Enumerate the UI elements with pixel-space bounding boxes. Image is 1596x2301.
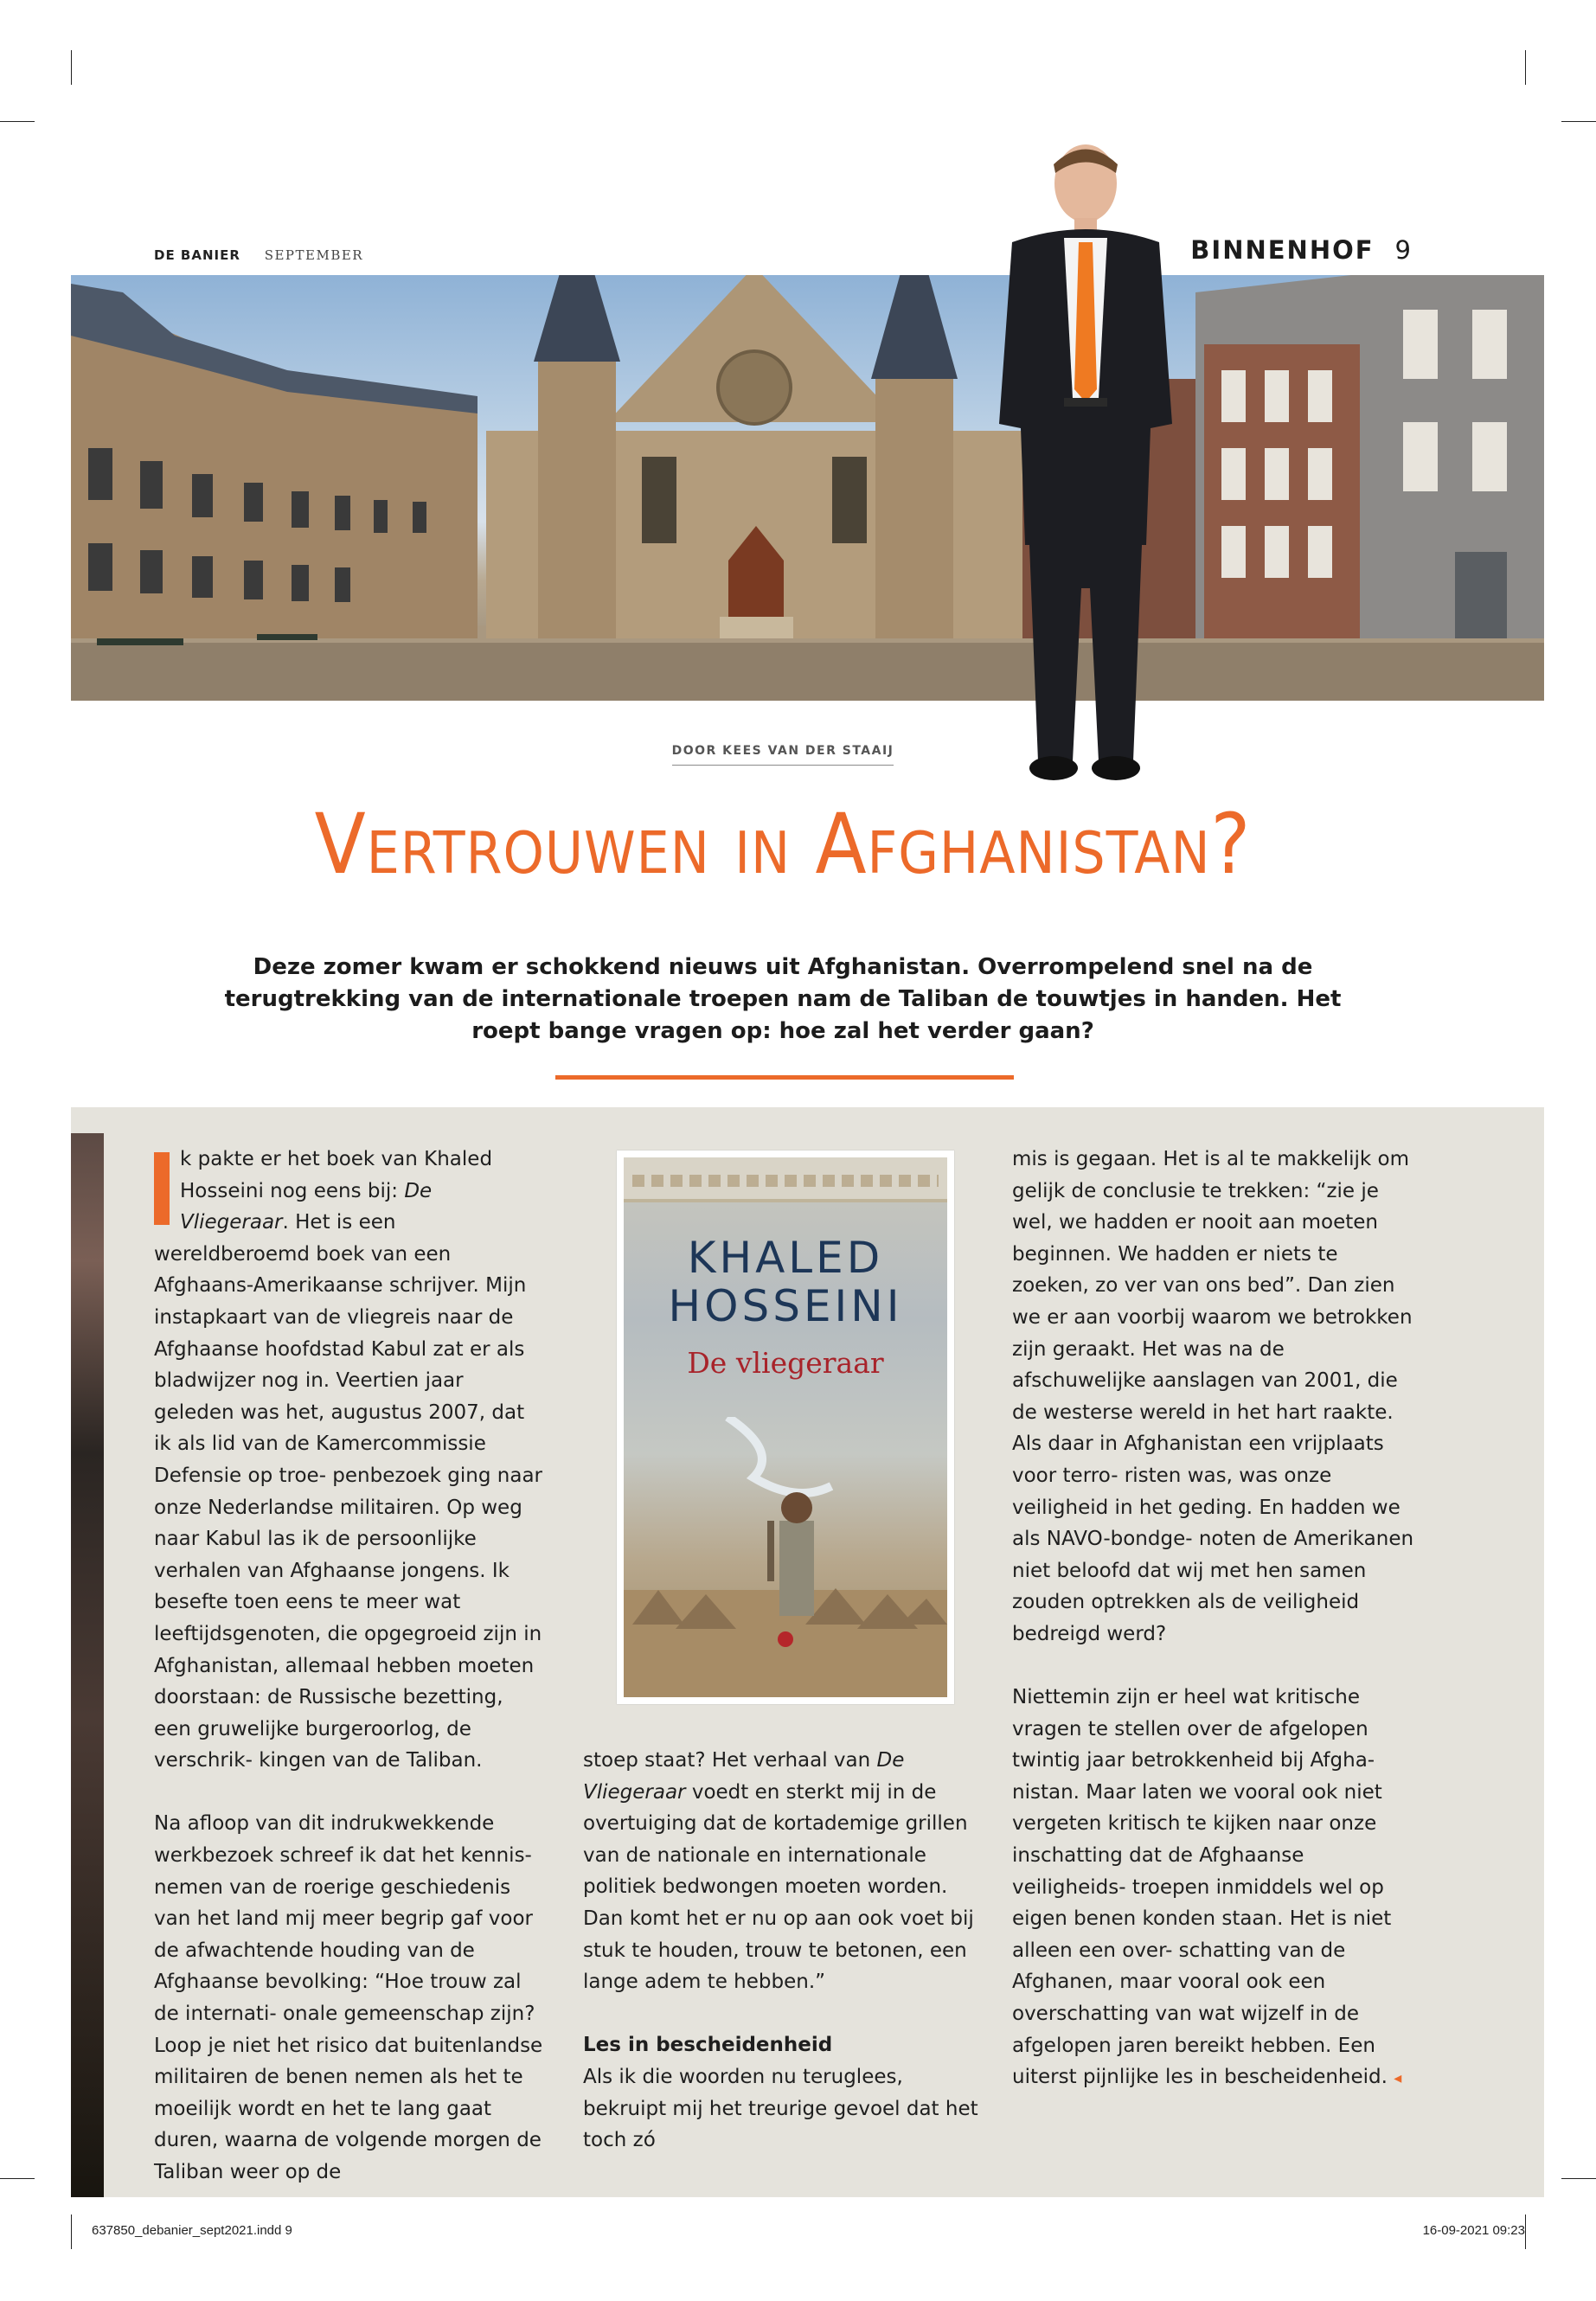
text-run: voedt en sterkt mij in de overtuiging dat de kortademige grillen van de nationale en internationale politiek bedwongen moeten worden. Dan komt het er nu op aan ook voet bij stuk te houden, trouw te betonen, een lange adem te hebben.” [583,1780,974,1994]
drop-cap [154,1152,170,1225]
author-last-name: HOSSEINI [668,1281,903,1331]
book-author [624,1234,947,1330]
section-name: BINNENHOF [1190,235,1375,265]
book-title-reference: De Vliegeraar [583,1749,905,1804]
politician-figure [977,138,1194,804]
article-column-3 [1012,1144,1419,2095]
paragraph [1012,1682,1419,2095]
crop-mark [71,2214,72,2249]
article-column-2 [583,1745,990,2157]
hero-photo [71,275,1544,701]
paragraph: Na afloop van dit indrukwekkende werkbezoek schreef ik dat het kennis- nemen van de roerige geschiedenis van het land mij meer begrip gaf voor de afwachtende houding van de Afghaanse bevolking: “Hoe trouw zal de internati- onale gemeenschap zijn? Loop je niet het risico dat buitenlandse militairen de benen nemen als het te moeilijk wordt en het te lang gaat duren, waarna de volgende morgen de Taliban weer op de [154,1812,543,2183]
subheading: Les in bescheidenheid [583,2034,833,2057]
crop-mark [1525,2214,1526,2249]
crop-mark [1561,121,1596,122]
crop-mark [71,50,72,85]
article-lead: Deze zomer kwam er schokkend nieuws uit Afghanistan. Overrompelend snel na de terugtrekking van de internationale troepen nam de Taliban de touwtjes in handen. Het roept bange vragen op: hoe zal het verder gaan? [224,954,1342,1044]
text-run: k pakte er het boek van Khaled Hosseini nog eens bij: [180,1148,493,1202]
book-title-reference: De Vliegeraar [180,1179,433,1234]
page-number: 9 [1394,235,1413,265]
crop-mark [0,2178,35,2179]
book-cover [617,1150,954,1704]
paragraph [154,1144,543,1777]
text-run: . Het is een wereldberoemd boek van een Afghaans-Amerikaanse schrijver. Mijn instapkaart van de vliegreis naar de Afghaanse hoofdstad Kabul zat er als bladwijzer nog in. Veertien jaar geleden was het, augustus 2007, dat ik als lid van de Kamercommissie Defensie op troe- penbezoek ging naar onze Nederlandse militairen. Op weg naar Kabul las ik de persoonlijke verhalen van Afghaanse jongens. Ik besefte toen eens te meer wat leeftijdsgenoten, die opgegroeid zijn in Afghanistan, allemaal hebben moeten doorstaan: de Russische bezetting, een gruwelijke burgeroorlog, de verschrik- kingen van de Taliban. [154,1211,543,1772]
section-header [1190,235,1413,265]
issue-month: SEPTEMBER [264,247,364,263]
binnenhof-illustration [71,275,1544,701]
crop-mark [1525,50,1526,85]
print-slug-timestamp: 16-09-2021 09:23 [1422,2223,1525,2238]
publisher-logo-icon [778,1631,793,1647]
text-run: stoep staat? Het verhaal van [583,1749,877,1772]
article-title: Vertrouwen in Afghanistan? [314,796,1252,893]
text-run: Niettemin zijn er heel wat kritische vragen te stellen over de afgelopen twintig jaar betrokkenheid bij Afgha- nistan. Maar laten we vooral ook niet vergeten kritisch te kijken naar onze inschatting dat de Afghaanse veiligheids- troepen inmiddels wel op eigen benen konden staan. Het is niet alleen een over- schatting van de Afghanen, maar vooral ook een overschatting van wat wijzelf in de afgelopen jaren bereikt hebben. Een uiterst pijnlijke les in bescheidenheid. [1012,1686,1392,2089]
paragraph [583,1745,990,1998]
decorative-photo-strip [71,1133,104,2197]
article-column-1 [154,1144,543,2189]
book-cover-illustration [624,1417,947,1697]
paragraph: Als ik die woorden nu teruglees, bekruipt mij het treurige gevoel dat het toch zó [583,2065,978,2152]
byline [0,744,1566,766]
author-first-name: KHALED [687,1233,884,1283]
running-header [154,247,363,263]
print-slug-file: 637850_debanier_sept2021.indd 9 [92,2223,292,2238]
crop-mark [0,121,35,122]
paragraph: mis is gegaan. Het is al te makkelijk om gelijk de conclusie te trekken: “zie je wel, we hadden er nooit aan moeten beginnen. We hadden er niets te zoeken, zo ver van ons bed”. Dan zien we er aan voorbij waarom we betrokken zijn geraakt. Het was na de afschuwelijke aanslagen van 2001, die de westerse wereld in het hart raakte. Als daar in Afghanistan een vrijplaats voor terro- risten was, was onze veiligheid in het geding. En hadden we als NAVO-bondge- noten de Amerikanen niet beloofd dat wij met hen samen zouden optrekken als de veiligheid bedreigd werd? [1012,1148,1414,1645]
crop-mark [1561,2178,1596,2179]
end-mark-icon: ◂ [1394,2069,1402,2088]
lead-divider [555,1075,1014,1080]
book-title: De vliegeraar [687,1346,884,1380]
ornament-band [632,1175,939,1187]
publication-name: DE BANIER [154,247,240,263]
byline-text: DOOR KEES VAN DER STAAIJ [672,744,894,766]
